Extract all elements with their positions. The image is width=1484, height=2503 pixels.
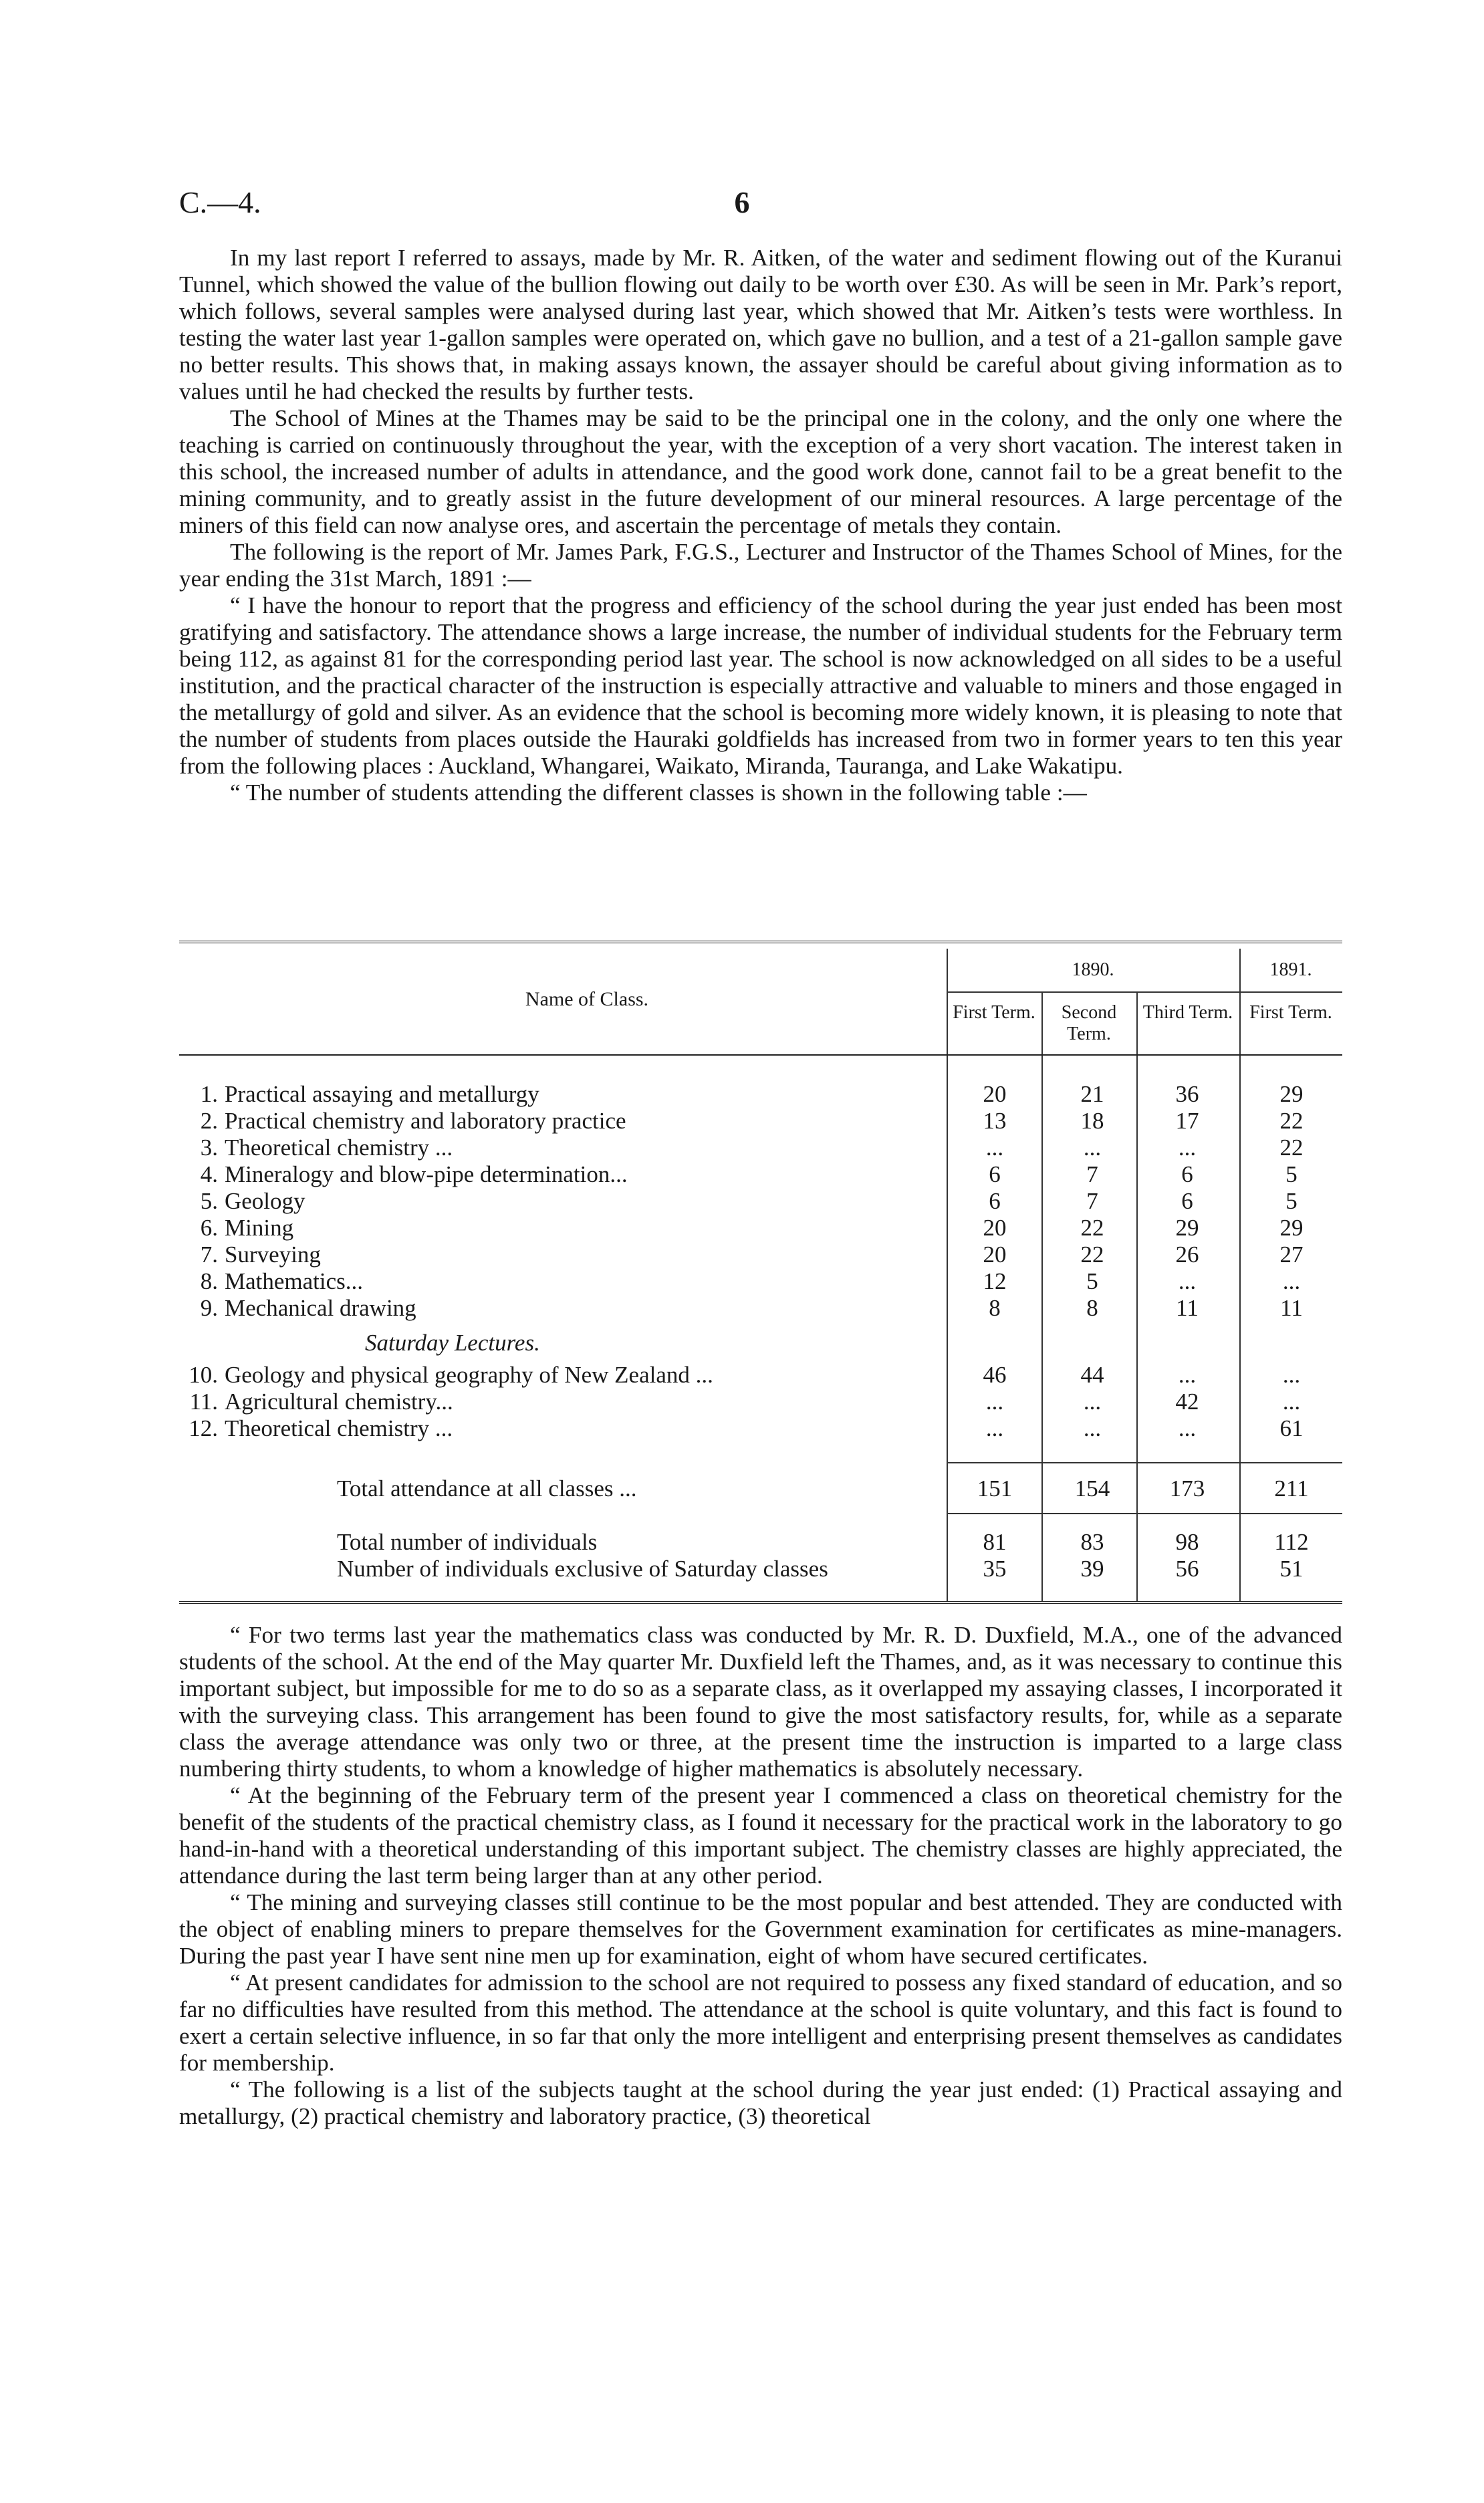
class-name: Theoretical chemistry ...	[225, 1135, 453, 1161]
term-header: First Term.	[953, 1002, 1035, 1023]
cell-value: 29	[1175, 1215, 1199, 1241]
cell-value: 13	[983, 1108, 1007, 1134]
cell-value: ...	[1083, 1135, 1102, 1161]
cell-value: 6	[989, 1188, 1001, 1214]
cell-value: 29	[1279, 1081, 1304, 1107]
section-heading: Saturday Lectures.	[365, 1330, 540, 1356]
cell-value: 61	[1279, 1415, 1304, 1441]
cell-value: 46	[983, 1362, 1007, 1388]
table-row	[179, 1268, 1342, 1295]
cell-value: ...	[1083, 1389, 1102, 1415]
intro-text	[179, 245, 1342, 806]
document-reference: C.—4.	[179, 185, 261, 219]
cell-value: 26	[1175, 1241, 1199, 1268]
cell-value: 39	[1080, 1556, 1104, 1582]
cell-value: 6	[1181, 1188, 1193, 1214]
cell-value: 36	[1175, 1081, 1199, 1107]
cell-value: ...	[985, 1389, 1004, 1415]
table-row	[179, 1295, 1342, 1322]
class-name: Surveying	[225, 1241, 321, 1268]
cell-value: 83	[1080, 1529, 1104, 1555]
cell-value: 22	[1279, 1135, 1304, 1161]
cell-value: 11	[1176, 1295, 1199, 1321]
class-name: Mathematics...	[225, 1268, 364, 1294]
cell-value: 112	[1274, 1529, 1309, 1555]
cell-value: ...	[1282, 1268, 1301, 1294]
cell-value: 42	[1175, 1389, 1199, 1415]
row-number: 1.	[200, 1081, 218, 1107]
total-label: Total attendance at all classes ...	[337, 1475, 637, 1502]
row-number: 11.	[189, 1389, 218, 1415]
table-row	[179, 1415, 1342, 1442]
paragraph: The School of Mines at the Thames may be said to be the principal one in the colony, and the only one where the teaching is carried on continuously throughout the year, with the exception of a very short vacation. The interest taken in this school, the increased number of adults in attendance, and the good work done, cannot fail to be a great benefit to the mining community, and to greatly assist in the future development of our mineral resources. A large percentage of the miners of this field can now analyse ores, and ascertain the percentage of metals they contain.	[179, 405, 1342, 538]
cell-value: 8	[1086, 1295, 1098, 1321]
row-number: 5.	[200, 1188, 218, 1214]
cell-value: 35	[983, 1556, 1007, 1582]
row-number: 2.	[200, 1108, 218, 1134]
total-label: Total number of individuals	[337, 1529, 598, 1555]
table-row	[179, 1188, 1342, 1215]
row-number: 3.	[200, 1135, 218, 1161]
table-row	[179, 1362, 1342, 1389]
row-number: 8.	[200, 1268, 218, 1294]
class-name: Geology and physical geography of New Zealand ...	[225, 1362, 713, 1388]
paragraph: “ For two terms last year the mathematics class was conducted by Mr. R. D. Duxfield, M.A., one of the advanced students of the school. At the end of the May quarter Mr. Duxfield left the Thames, and, as it was necessary to continue this important subject, but impossible for me to do so as a separate class, as it overlapped my assaying classes, I incorporated it with the surveying class. This arrangement has been found to give the most satisfactory results, for, while as a separate class the average attendance was only two or three, at the present time the instruction is imparted to a large class numbering thirty students, to whom a knowledge of higher mathematics is absolutely necessary.	[179, 1622, 1342, 1782]
table-row	[179, 1389, 1342, 1415]
cell-value: 22	[1080, 1241, 1104, 1268]
paragraph: “ At the beginning of the February term of the present year I commenced a class on theoretical chemistry for the benefit of the students of the practical chemistry class, as I found it necessary for the practical work in the laboratory to go hand-in-hand with a theoretical understanding of this important subject. The chemistry classes are highly appreciated, the attendance during the last term being larger than at any other period.	[179, 1782, 1342, 1889]
paragraph: The following is the report of Mr. James Park, F.G.S., Lecturer and Instructor of the Thames School of Mines, for the year ending the 31st March, 1891 :—	[179, 539, 1342, 592]
cell-value: 29	[1279, 1215, 1304, 1241]
row-number: 9.	[200, 1295, 218, 1321]
cell-value: 6	[989, 1161, 1001, 1187]
page-header	[179, 185, 1305, 225]
paragraph: “ The number of students attending the different classes is shown in the following table :—	[230, 780, 1087, 806]
cell-value: ...	[1282, 1389, 1301, 1415]
total-label: Number of individuals exclusive of Saturday classes	[337, 1556, 828, 1582]
cell-value: 12	[983, 1268, 1007, 1294]
cell-value: ...	[985, 1415, 1004, 1441]
table-row	[179, 1108, 1342, 1135]
cell-value: 18	[1080, 1108, 1104, 1134]
cell-value: 5	[1285, 1161, 1297, 1187]
table-row	[179, 1135, 1342, 1161]
table-row	[179, 1215, 1342, 1241]
class-name: Mechanical drawing	[225, 1295, 416, 1321]
cell-value: 17	[1175, 1108, 1199, 1134]
cell-value: 56	[1175, 1556, 1199, 1582]
cell-value: 151	[977, 1475, 1013, 1502]
cell-value: 27	[1279, 1241, 1304, 1268]
cell-value: 5	[1086, 1268, 1098, 1294]
total-individuals-row	[179, 1529, 1342, 1556]
cell-value: ...	[1178, 1362, 1197, 1388]
paragraph: In my last report I referred to assays, made by Mr. R. Aitken, of the water and sediment flowing out of the Kuranui Tunnel, which showed the value of the bullion flowing out daily to be worth over £30. As will be seen in Mr. Park’s report, which follows, several samples were analysed during last year, which showed that Mr. Aitken’s tests were worthless. In testing the water last year 1-gallon samples were operated on, which gave no bullion, and a test of a 21-gallon sample gave no better results. This shows that, in making assays known, the assayer should be careful about giving information as to values until he had checked the results by further tests.	[179, 245, 1342, 404]
cell-value: 7	[1086, 1161, 1098, 1187]
table-top-rule	[179, 941, 1342, 945]
cell-value: 5	[1285, 1188, 1297, 1214]
subtotal-rule	[947, 1462, 1342, 1463]
class-name: Practical chemistry and laboratory practice	[225, 1108, 626, 1134]
class-name: Practical assaying and metallurgy	[225, 1081, 539, 1107]
total-rule	[947, 1513, 1342, 1514]
cell-value: 6	[1181, 1161, 1193, 1187]
class-name: Geology	[225, 1188, 305, 1214]
paragraph: “ I have the honour to report that the progress and efficiency of the school during the year just ended has been most gratifying and satisfactory. The attendance shows a large increase, the number of individual students for the February term being 112, as against 81 for the corresponding period last year. The school is now acknowledged on all sides to be a useful institution, and the practical character of the instruction is especially attractive and valuable to miners and those engaged in the metallurgy of gold and silver. As an evidence that the school is becoming more widely known, it is pleasing to note that the number of students from places outside the Hauraki goldfields has increased from two in former years to ten this year from the following places : Auckland, Whangarei, Waikato, Miranda, Tauranga, and Lake Wakatipu.	[179, 592, 1342, 779]
total-attendance-row	[179, 1475, 1342, 1502]
cell-value: 7	[1086, 1188, 1098, 1214]
table-row	[179, 1081, 1342, 1108]
cell-value: 81	[983, 1529, 1007, 1555]
page-number: 6	[734, 185, 750, 219]
cell-value: 51	[1279, 1556, 1304, 1582]
class-name: Agricultural chemistry...	[225, 1389, 453, 1415]
term-header: Second Term.	[1061, 1002, 1117, 1044]
row-number: 4.	[200, 1161, 218, 1187]
cell-value: 22	[1080, 1215, 1104, 1241]
paragraph: “ The following is a list of the subjects taught at the school during the year just ended: (1) Practical assaying and metallurgy, (2) practical chemistry and laboratory practice, (3) theoretical	[179, 2076, 1342, 2129]
paragraph: “ The mining and surveying classes still continue to be the most popular and best attended. They are conducted with the object of enabling miners to prepare themselves for the Government examination for certificates as mine-managers. During the past year I have sent nine men up for examination, eight of whom have secured certificates.	[179, 1889, 1342, 1969]
cell-value: 22	[1279, 1108, 1304, 1134]
cell-value: 211	[1274, 1475, 1309, 1502]
row-number: 7.	[200, 1241, 218, 1268]
class-name: Mineralogy and blow-pipe determination...	[225, 1161, 628, 1187]
cell-value: 11	[1280, 1295, 1303, 1321]
class-name: Mining	[225, 1215, 294, 1241]
table-head-rule	[179, 1054, 1342, 1056]
cell-value: 20	[983, 1081, 1007, 1107]
table-row	[179, 1241, 1342, 1268]
name-of-class-header: Name of Class.	[525, 988, 649, 1010]
year-1891-header: 1891.	[1269, 959, 1312, 980]
row-number: 6.	[200, 1215, 218, 1241]
row-number: 10.	[189, 1362, 218, 1388]
cell-value: 21	[1080, 1081, 1104, 1107]
cell-value: 20	[983, 1215, 1007, 1241]
individuals-exclusive-row	[179, 1556, 1342, 1582]
cell-value: ...	[1178, 1135, 1197, 1161]
cell-value: ...	[1083, 1415, 1102, 1441]
cell-value: ...	[985, 1135, 1004, 1161]
attendance-table	[179, 941, 1342, 1606]
cell-value: ...	[1178, 1415, 1197, 1441]
table-bottom-rule	[179, 1601, 1342, 1606]
row-number: 12.	[189, 1415, 218, 1441]
cell-value: 98	[1175, 1529, 1199, 1555]
cell-value: 154	[1074, 1475, 1110, 1502]
cell-value: 20	[983, 1241, 1007, 1268]
class-name: Theoretical chemistry ...	[225, 1415, 453, 1441]
year-rule	[947, 991, 1342, 993]
cell-value: 173	[1169, 1475, 1205, 1502]
term-header: Third Term.	[1142, 1002, 1233, 1023]
cell-value: 8	[989, 1295, 1001, 1321]
report-continuation-text	[179, 1622, 1342, 2130]
paragraph: “ At present candidates for admission to the school are not required to possess any fixed standard of education, and so far no difficulties have resulted from this method. The attendance at the school is quite voluntary, and this fact is found to exert a certain selective influence, in so far that only the more intelligent and enterprising present themselves as candidates for membership.	[179, 1970, 1342, 2076]
year-1890-header: 1890.	[1072, 959, 1114, 980]
cell-value: ...	[1178, 1268, 1197, 1294]
cell-value: 44	[1080, 1362, 1104, 1388]
table-row	[179, 1161, 1342, 1188]
cell-value: ...	[1282, 1362, 1301, 1388]
saturday-lectures-heading	[179, 1330, 1342, 1356]
term-header: First Term.	[1249, 1002, 1332, 1023]
